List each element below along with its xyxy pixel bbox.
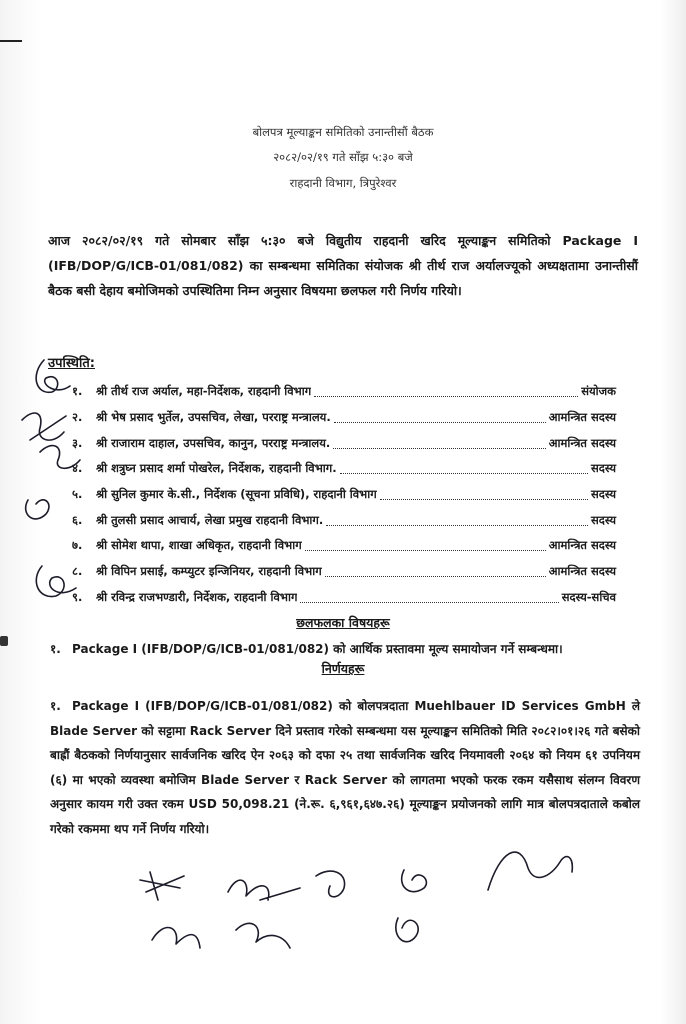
attendance-row xyxy=(72,585,616,611)
discussion-item xyxy=(50,640,640,657)
attendee-role: आमन्त्रित सदस्य xyxy=(548,435,616,450)
signature-12 xyxy=(236,923,290,948)
signature-10 xyxy=(488,852,572,890)
decisions-heading: निर्णयहरू xyxy=(321,661,365,676)
attendee-name: श्री राजाराम दाहाल, उपसचिव, कानुन, परराष्ट्र मन्त्रालय. xyxy=(96,435,331,450)
attendance-heading: उपस्थिति: xyxy=(48,356,95,371)
dotted-leader xyxy=(314,386,578,397)
attendance-list xyxy=(72,379,616,610)
attendee-name: श्री सुनिल कुमार के.सी., निर्देशक (सूचना प्रविधि), राहदानी विभाग xyxy=(96,487,377,502)
intro-paragraph: आज २०८२/०२/१९ गते सोमबार साँझ ५:३० बजे विद्युतीय राहदानी खरिद मूल्याङ्कन समितिको Package I (IFB/DOP/G/ICB-01/081/082) का सम्बन्धमा समितिका संयोजक श्री तीर्थ राज अर्यालज्यूको अध्यक्षतामा उनान्तीसौं बैठक बसी देहाय बमोजिमको उपस्थितिमा निम्न अनुसार विषयमा छलफल गरी निर्णय गरियो। xyxy=(48,233,638,298)
dotted-leader xyxy=(305,540,546,551)
attendee-role: सदस्य xyxy=(590,487,616,502)
signature-13 xyxy=(396,918,418,942)
attendance-number: ६. xyxy=(72,512,83,527)
signature-11 xyxy=(152,928,200,948)
decision-item-number: १. xyxy=(50,699,61,713)
attendance-row xyxy=(72,430,616,456)
attendance-row xyxy=(72,456,616,482)
attendance-row xyxy=(72,482,616,508)
punch-hole-mark xyxy=(0,636,8,646)
dotted-leader xyxy=(326,515,588,526)
edge-mark xyxy=(0,40,22,42)
meeting-date: २०८२/०२/१९ गते साँझ ५:३० बजे xyxy=(273,150,413,164)
attendee-role: आमन्त्रित सदस्य xyxy=(548,538,616,553)
attendance-row xyxy=(72,559,616,585)
dotted-leader xyxy=(340,463,588,474)
attendee-name: श्री तुलसी प्रसाद आचार्य, लेखा प्रमुख राहदानी विभाग. xyxy=(96,512,324,527)
attendee-role: संयोजक xyxy=(581,384,616,399)
signature-7 xyxy=(228,880,300,900)
attendance-number: १. xyxy=(72,384,83,399)
attendance-row xyxy=(72,379,616,405)
attendee-role: आमन्त्रित सदस्य xyxy=(548,410,616,425)
signature-4 xyxy=(26,500,49,519)
signature-5 xyxy=(36,566,76,597)
attendance-number: २. xyxy=(72,410,83,425)
attendee-role: सदस्य-सचिव xyxy=(561,589,616,604)
signature-8 xyxy=(316,871,345,897)
attendee-role: सदस्य xyxy=(590,461,616,476)
attendance-number: ७. xyxy=(72,538,83,553)
attendance-number: ४. xyxy=(72,461,83,476)
meeting-title: बोलपत्र मूल्याङ्कन समितिको उनान्तीसौं बैठक xyxy=(252,125,434,139)
decision-item xyxy=(50,694,640,841)
attendance-number: ५. xyxy=(72,487,83,502)
signature-6 xyxy=(140,872,184,900)
attendee-name: श्री सोमेश थापा, शाखा अधिकृत, राहदानी विभाग xyxy=(96,538,302,553)
signature-2 xyxy=(22,413,66,440)
attendance-row xyxy=(72,405,616,431)
dotted-leader xyxy=(300,592,558,603)
attendance-number: ९. xyxy=(72,589,83,604)
attendee-name: श्री तीर्थ राज अर्याल, महा-निर्देशक, राहदानी विभाग xyxy=(96,384,312,399)
signature-9 xyxy=(402,870,427,892)
decision-item-text: Package I (IFB/DOP/G/ICB-01/081/082) को बोलपत्रदाता Muehlbauer ID Services GmbH ले Blade Server को सट्टामा Rack Server दिने प्रस्ताव गरेको सम्बन्धमा यस मूल्याङ्कन समितिको मिति २०८२।०१।२६ गते बसेको बाह्रौं बैठकको निर्णयानुसार सार्वजनिक खरिद ऐन २०६३ को दफा २५ तथा सार्वजनिक खरिद नियमावली २०६४ को नियम ६१ उपनियम (६) मा भएको व्यवस्था बमोजिम Blade Server र Rack Server को लागतमा भएको फरक रकम यसैसाथ संलग्न विवरण अनुसार कायम गरी उक्त रकम USD 50,098.21 (ने.रू. ६,९६१,६४७.२६) मूल्याङ्कन प्रयोजनको लागि मात्र बोलपत्रदाताले कबोल गरेको रकममा थप गर्ने निर्णय गरियो। xyxy=(50,699,640,836)
attendance-number: ८. xyxy=(72,564,83,579)
attendance-row xyxy=(72,507,616,533)
dotted-leader xyxy=(333,438,545,449)
meeting-venue: राहदानी विभाग, त्रिपुरेश्वर xyxy=(289,176,397,190)
dotted-leader xyxy=(325,566,546,577)
attendee-name: श्री विपिन प्रसाई, कम्प्युटर इन्जिनियर, राहदानी विभाग xyxy=(96,564,322,579)
dotted-leader xyxy=(380,489,588,500)
discussion-heading: छलफलका विषयहरू xyxy=(296,615,390,630)
discussion-item-number: १. xyxy=(50,642,61,656)
attendee-name: श्री शत्रुघ्न प्रसाद शर्मा पोखरेल, निर्देशक, राहदानी विभाग. xyxy=(96,461,337,476)
dotted-leader xyxy=(334,412,546,423)
attendee-role: सदस्य xyxy=(590,512,616,527)
attendance-number: ३. xyxy=(72,435,83,450)
discussion-item-text: Package I (IFB/DOP/G/ICB-01/081/082) को आर्थिक प्रस्तावमा मूल्य समायोजन गर्ने सम्बन्धमा। xyxy=(72,642,563,656)
attendee-role: आमन्त्रित सदस्य xyxy=(548,564,616,579)
attendance-row xyxy=(72,533,616,559)
attendee-name: श्री भेष प्रसाद भुर्तेल, उपसचिव, लेखा, परराष्ट्र मन्त्रालय. xyxy=(96,410,331,425)
attendee-name: श्री रविन्द्र राजभण्डारी, निर्देशक, राहदानी विभाग xyxy=(96,589,298,604)
